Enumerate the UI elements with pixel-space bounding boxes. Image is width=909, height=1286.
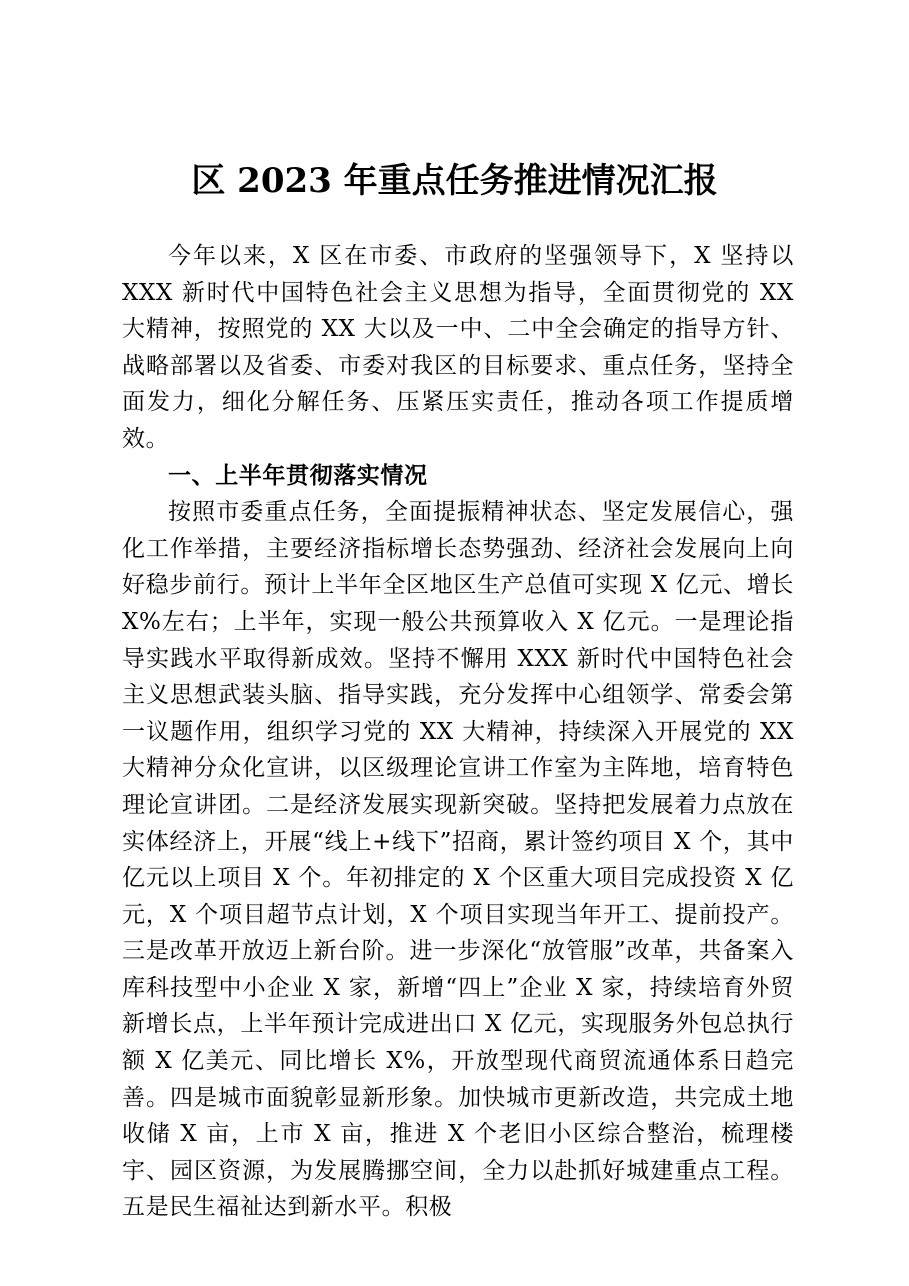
document-title: 区 2023 年重点任务推进情况汇报 — [191, 161, 718, 201]
intro-paragraph: 今年以来，X 区在市委、市政府的坚强领导下，X 坚持以 XXX 新时代中国特色社会主义思想为指导，全面贯彻党的 XX 大精神，按照党的 XX 大以及一中、二中全会确定的指导方针、战略部署以及省委、市委对我区的目标要求、重点任务，坚持全面发力，细化分解任务、压紧压实责任，推动各项工作提质增效。 — [122, 243, 794, 452]
document-body — [122, 238, 794, 1226]
section-heading: 一、上半年贯彻落实情况 — [168, 462, 428, 489]
section-paragraph: 按照市委重点任务，全面提振精神状态、坚定发展信心，强化工作举措，主要经济指标增长态势强劲、经济社会发展向上向好稳步前行。预计上半年全区地区生产总值可实现 X 亿元、增长 X%左右；上半年，实现一般公共预算收入 X 亿元。一是理论指导实践水平取得新成效。坚持不懈用 XXX 新时代中国特色社会主义思想武装头脑、指导实践，充分发挥中心组领学、常委会第一议题作用，组织学习党的 XX 大精神，持续深入开展党的 XX 大精神分众化宣讲，以区级理论宣讲工作室为主阵地，培育特色理论宣讲团。二是经济发展实现新突破。坚持把发展着力点放在实体经济上，开展“线上+线下”招商，累计签约项目 X 个，其中亿元以上项目 X 个。年初排定的 X 个区重大项目完成投资 X 亿元，X 个项目超节点计划，X 个项目实现当年开工、提前投产。三是改革开放迈上新台阶。进一步深化“放管服”改革，共备案入库科技型中小企业 X 家，新增“四上”企业 X 家，持续培育外贸新增长点，上半年预计完成进出口 X 亿元，实现服务外包总执行额 X 亿美元、同比增长 X%，开放型现代商贸流通体系日趋完善。四是城市面貌彰显新形象。加快城市更新改造，共完成土地收储 X 亩，上市 X 亩，推进 X 个老旧小区综合整治，梳理楼宇、园区资源，为发展腾挪空间，全力以赴抓好城建重点工程。五是民生福祉达到新水平。积极 — [122, 499, 794, 1221]
